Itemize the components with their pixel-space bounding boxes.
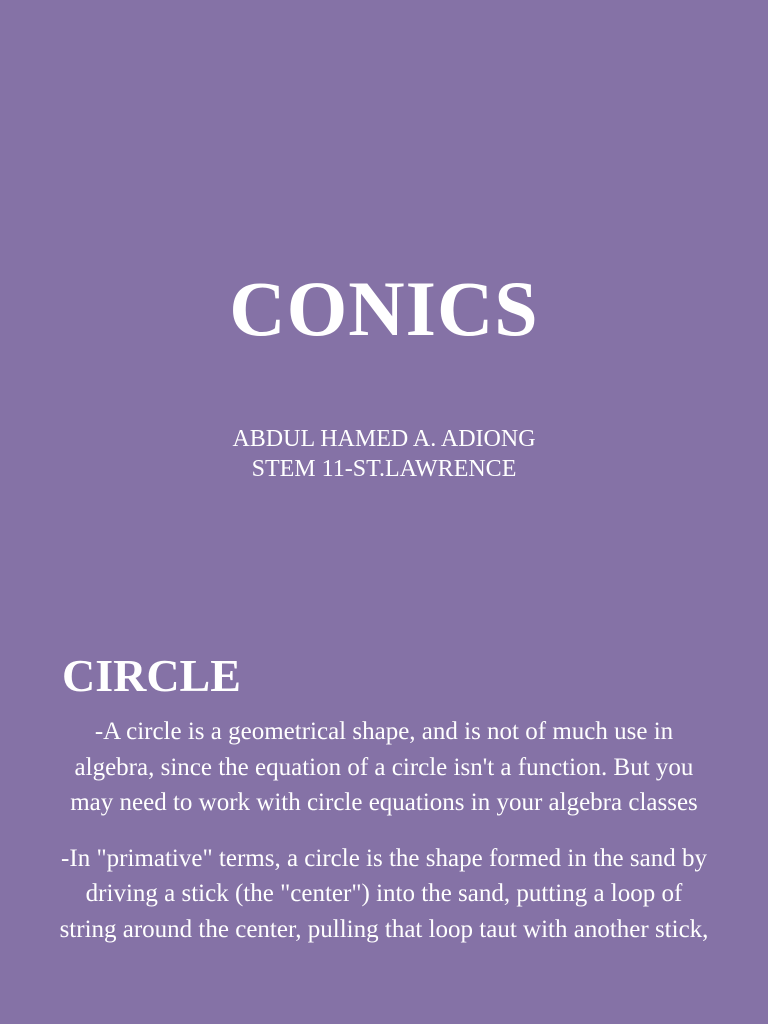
author-section: STEM 11-ST.LAWRENCE bbox=[251, 456, 517, 482]
section-heading: CIRCLE bbox=[62, 650, 241, 701]
paragraph-1: -A circle is a geometrical shape, and is not of much use in algebra, since the equation of a circle isn't a function. But you may need to work with circle equations in your algebra classes bbox=[70, 718, 698, 816]
document-title: CONICS bbox=[229, 265, 539, 352]
paragraph-2: -In "primative" terms, a circle is the shape formed in the sand by driving a stick (the "center") into the sand, putting a loop of string around the center, pulling that loop taut with another stick, bbox=[59, 844, 709, 943]
author-name: ABDUL HAMED A. ADIONG bbox=[232, 426, 536, 452]
author-block bbox=[0, 424, 768, 484]
section-body bbox=[58, 714, 710, 967]
